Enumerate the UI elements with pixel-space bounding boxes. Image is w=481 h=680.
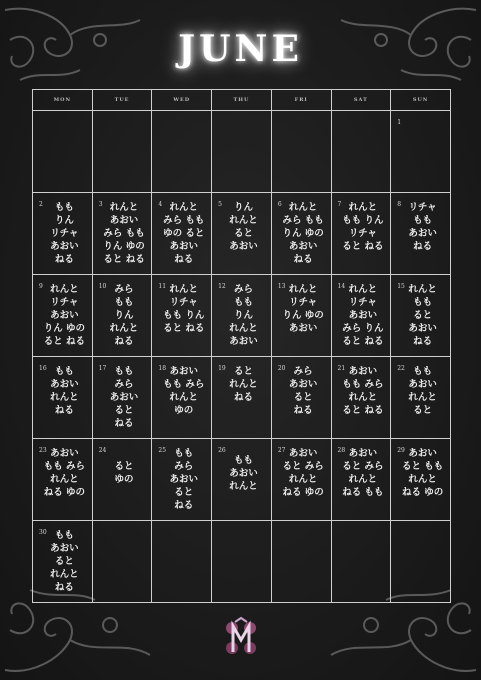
day-number: 24 [98, 447, 107, 454]
day-names: れんと もも りん リチャ ると ねる [342, 202, 384, 252]
day-cell-5[interactable] [212, 193, 272, 275]
empty-cell [271, 111, 331, 193]
day-number: 16 [39, 365, 47, 372]
week-row-6 [33, 521, 451, 603]
day-cell-9[interactable] [33, 275, 93, 357]
day-cell-19[interactable] [212, 357, 272, 439]
day-cell-12[interactable] [212, 275, 272, 357]
day-cell-27[interactable] [271, 439, 331, 521]
day-number: 2 [39, 201, 43, 208]
weekday-header-row [33, 90, 451, 111]
day-cell-23[interactable] [33, 439, 93, 521]
day-number: 26 [218, 447, 226, 454]
day-cell-4[interactable] [152, 193, 212, 275]
day-names: ると れんと ねる [229, 366, 258, 403]
empty-cell [271, 521, 331, 603]
day-number: 28 [337, 447, 346, 454]
day-cell-8[interactable] [391, 193, 451, 275]
empty-cell [391, 521, 451, 603]
weekday-tue: TUE [92, 90, 152, 111]
day-number: 6 [277, 201, 282, 208]
empty-cell [331, 111, 391, 193]
day-number: 8 [397, 201, 402, 208]
day-cell-14[interactable] [331, 275, 391, 357]
day-cell-20[interactable] [271, 357, 331, 439]
day-number: 11 [158, 283, 167, 290]
day-names: れんと みら もも ゆの ると あおい ねる [163, 202, 205, 265]
day-cell-26[interactable] [212, 439, 272, 521]
day-number: 1 [397, 119, 402, 126]
weekday-thu: THU [212, 90, 272, 111]
week-row-2 [33, 193, 451, 275]
day-number: 18 [158, 365, 167, 372]
day-cell-10[interactable] [92, 275, 152, 357]
day-number: 21 [337, 365, 346, 372]
floral-crest-logo [224, 616, 258, 660]
day-number: 3 [98, 201, 103, 208]
day-names: あおい ると もも れんと ねる ゆの [401, 448, 444, 498]
empty-cell [331, 521, 391, 603]
day-names: あおい ると みら れんと ねる もも [342, 448, 384, 498]
day-number: 29 [397, 447, 405, 454]
day-names: ると ゆの [114, 461, 134, 485]
week-row-3 [33, 275, 451, 357]
empty-cell [152, 111, 212, 193]
day-cell-17[interactable] [92, 357, 152, 439]
day-names: りん れんと ると あおい [229, 202, 258, 252]
day-cell-3[interactable] [92, 193, 152, 275]
day-cell-24[interactable] [92, 439, 152, 521]
empty-cell [212, 521, 272, 603]
day-cell-18[interactable] [152, 357, 212, 439]
weekday-mon: MON [33, 90, 93, 111]
day-number: 5 [218, 201, 222, 208]
calendar-grid [32, 89, 451, 603]
day-number: 30 [39, 529, 47, 536]
day-names: もも あおい ると れんと ねる [50, 530, 79, 593]
day-cell-16[interactable] [33, 357, 93, 439]
day-cell-11[interactable] [152, 275, 212, 357]
day-cell-15[interactable] [391, 275, 451, 357]
day-names: れんと リチャ もも りん ると ねる [163, 284, 205, 334]
day-number: 14 [337, 283, 346, 290]
day-number: 7 [337, 201, 342, 208]
weekday-sun: SUN [391, 90, 451, 111]
day-names: みら もも りん れんと ねる [109, 284, 139, 347]
day-names: れんと もも ると あおい ねる [408, 284, 437, 347]
day-cell-7[interactable] [331, 193, 391, 275]
day-number: 17 [98, 365, 107, 372]
day-names: あおい ると みら れんと ねる ゆの [282, 448, 324, 498]
day-number: 4 [158, 201, 163, 208]
weekday-fri: FRI [271, 90, 331, 111]
week-row-4 [33, 357, 451, 439]
day-number: 13 [277, 283, 286, 290]
empty-cell [92, 521, 152, 603]
day-names: れんと あおい みら もも りん ゆの ると ねる [103, 202, 145, 265]
empty-cell [152, 521, 212, 603]
day-number: 9 [39, 283, 43, 290]
day-names: れんと みら もも りん ゆの あおい ねる [282, 202, 324, 265]
day-names: あおい もも みら れんと ると ねる [342, 366, 384, 416]
day-cell-21[interactable] [331, 357, 391, 439]
day-cell-6[interactable] [271, 193, 331, 275]
day-cell-29[interactable] [391, 439, 451, 521]
day-number: 23 [39, 447, 47, 454]
empty-cell [212, 111, 272, 193]
day-names: もも みら あおい ると ねる [169, 448, 199, 511]
day-number: 25 [158, 447, 167, 454]
day-names: もも りん リチャ あおい ねる [50, 202, 79, 265]
day-names: みら あおい ると ねる [288, 366, 318, 416]
day-names: あおい もも みら れんと ゆの [163, 366, 205, 416]
day-number: 22 [397, 365, 405, 372]
day-cell-25[interactable] [152, 439, 212, 521]
month-title: JUNE [178, 28, 303, 70]
day-number: 15 [397, 283, 405, 290]
day-cell-28[interactable] [331, 439, 391, 521]
day-names: あおい もも みら れんと ねる ゆの [43, 448, 85, 498]
day-names: れんと リチャ あおい みら りん ると ねる [342, 284, 384, 347]
day-names: みら もも りん れんと あおい [229, 284, 258, 347]
weekday-sat: SAT [331, 90, 391, 111]
weekday-wed: WED [152, 90, 212, 111]
week-row-5 [33, 439, 451, 521]
day-names: リチャ もも あおい ねる [408, 202, 437, 252]
day-names: れんと リチャ りん ゆの あおい [282, 284, 324, 334]
day-names: もも あおい れんと ると [408, 366, 437, 416]
day-cell-13[interactable] [271, 275, 331, 357]
day-number: 27 [277, 447, 286, 454]
day-cell-1[interactable] [391, 111, 451, 193]
week-row-1 [33, 111, 451, 193]
day-cell-22[interactable] [391, 357, 451, 439]
day-number: 20 [277, 365, 286, 372]
day-number: 12 [218, 283, 226, 290]
day-cell-2[interactable] [33, 193, 93, 275]
day-names: れんと リチャ あおい りん ゆの ると ねる [43, 284, 85, 347]
day-cell-30[interactable] [33, 521, 93, 603]
empty-cell [33, 111, 93, 193]
day-number: 19 [218, 365, 226, 372]
day-names [391, 111, 450, 119]
empty-cell [92, 111, 152, 193]
day-names: もも あおい れんと ねる [50, 366, 79, 416]
day-names: もも みら あおい ると ねる [109, 366, 139, 429]
day-names: もも あおい れんと [229, 455, 258, 492]
day-number: 10 [98, 283, 107, 290]
